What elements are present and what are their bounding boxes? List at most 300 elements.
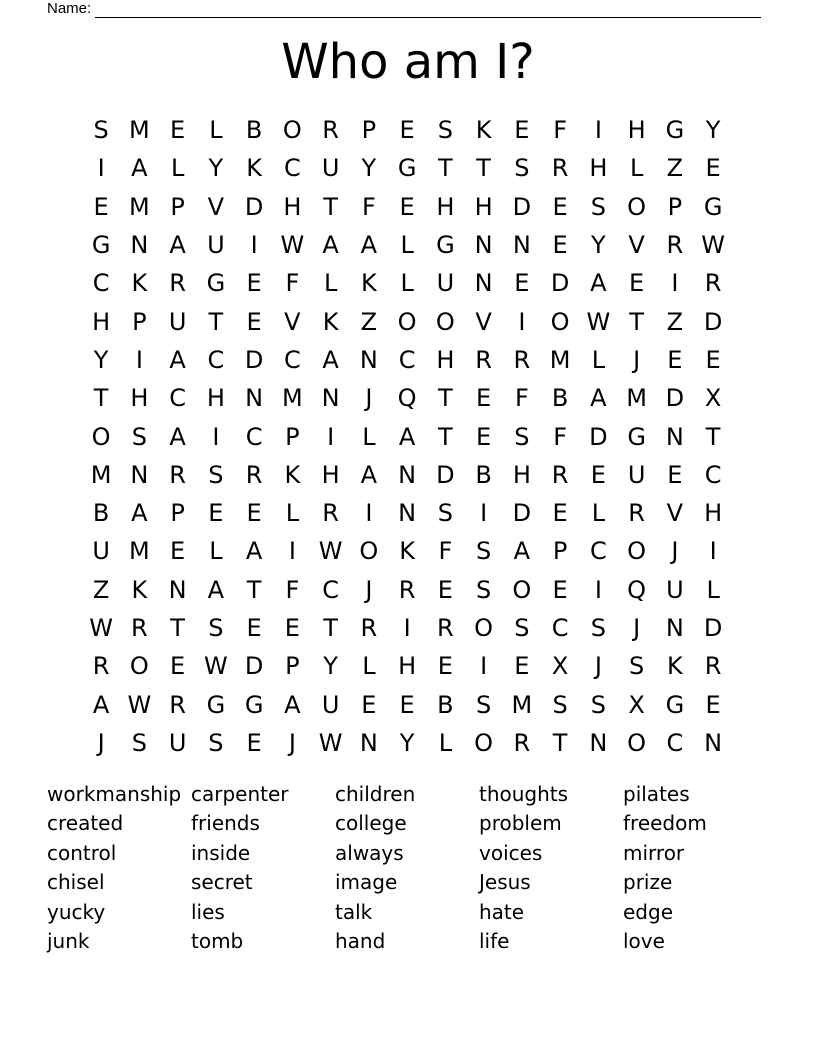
grid-letter: H bbox=[627, 116, 646, 145]
grid-letter: P bbox=[552, 537, 568, 566]
word-bank-item: carpenter bbox=[191, 782, 289, 806]
grid-letter: K bbox=[399, 537, 415, 566]
grid-letter: I bbox=[594, 575, 602, 604]
grid-letter: O bbox=[512, 575, 532, 604]
grid-letter: S bbox=[514, 422, 530, 451]
grid-letter: I bbox=[97, 154, 105, 183]
grid-letter: P bbox=[170, 192, 185, 221]
grid-letter: W bbox=[127, 690, 152, 719]
word-bank-item: hand bbox=[335, 928, 386, 953]
grid-letter: I bbox=[288, 537, 296, 566]
grid-letter: N bbox=[130, 460, 149, 489]
grid-letter: E bbox=[246, 728, 262, 757]
grid-letter: K bbox=[322, 307, 339, 336]
grid-letter: Y bbox=[591, 231, 606, 260]
grid-letter: T bbox=[476, 154, 491, 183]
word-bank-item: control bbox=[47, 840, 117, 865]
grid-letter: Y bbox=[208, 154, 224, 183]
word-bank-item: Jesus bbox=[479, 870, 531, 895]
grid-letter: L bbox=[323, 269, 338, 298]
grid-letter: T bbox=[323, 614, 338, 642]
grid-letter: O bbox=[91, 422, 111, 451]
grid-letter: J bbox=[594, 652, 602, 681]
grid-letter: R bbox=[628, 499, 645, 528]
grid-letter: C bbox=[589, 537, 607, 566]
name-field bbox=[47, 0, 761, 18]
grid-letter: E bbox=[476, 384, 492, 413]
word-bank-item: mirror bbox=[623, 840, 685, 865]
grid-letter: D bbox=[589, 422, 608, 451]
grid-letter: D bbox=[512, 499, 532, 528]
grid-letter: A bbox=[590, 269, 607, 298]
grid-letter: R bbox=[92, 652, 110, 681]
grid-letter: O bbox=[474, 614, 494, 642]
grid-letter: H bbox=[704, 499, 723, 528]
grid-letter: A bbox=[169, 231, 186, 260]
grid-letter: A bbox=[322, 231, 339, 260]
grid-letter: B bbox=[551, 384, 569, 413]
grid-letter: T bbox=[170, 614, 185, 642]
grid-letter: L bbox=[362, 652, 376, 681]
grid-letter: E bbox=[208, 499, 224, 528]
grid-letter: I bbox=[403, 614, 411, 642]
grid-letter: E bbox=[437, 652, 453, 681]
grid-letter: C bbox=[245, 422, 263, 451]
grid-letter: S bbox=[437, 116, 453, 145]
grid-letter: F bbox=[438, 537, 453, 566]
grid-letter: O bbox=[282, 116, 302, 145]
grid-letter: E bbox=[514, 269, 530, 298]
word-bank-item: secret bbox=[191, 870, 253, 895]
grid-letter: R bbox=[513, 345, 531, 374]
grid-letter: E bbox=[552, 231, 568, 260]
grid-letter: U bbox=[321, 690, 340, 719]
grid-letter: P bbox=[170, 499, 185, 528]
grid-letter: E bbox=[246, 614, 262, 642]
grid-letter: E bbox=[705, 154, 721, 183]
grid-letter: N bbox=[589, 728, 608, 757]
grid-letter: O bbox=[550, 307, 570, 336]
grid-letter: M bbox=[129, 116, 150, 145]
grid-letter: O bbox=[435, 307, 455, 336]
grid-letter: E bbox=[590, 460, 606, 489]
grid-letter: O bbox=[397, 307, 417, 336]
grid-letter: L bbox=[629, 154, 644, 183]
grid-letter: D bbox=[244, 652, 264, 681]
word-bank-item: chisel bbox=[47, 870, 105, 895]
grid-letter: U bbox=[207, 231, 225, 260]
grid-letter: N bbox=[665, 614, 684, 642]
grid-letter: T bbox=[705, 422, 721, 451]
word-bank-item: life bbox=[479, 928, 510, 953]
grid-letter: A bbox=[131, 154, 148, 183]
grid-letter: N bbox=[704, 728, 723, 757]
grid-letter: R bbox=[322, 116, 339, 145]
word-bank-item: college bbox=[335, 811, 407, 836]
grid-letter: U bbox=[666, 575, 684, 604]
grid-letter: G bbox=[206, 269, 226, 298]
grid-letter: L bbox=[209, 116, 223, 145]
grid-letter: N bbox=[168, 575, 187, 604]
word-bank bbox=[47, 780, 767, 956]
grid-letter: I bbox=[671, 269, 679, 298]
grid-letter: I bbox=[480, 499, 488, 528]
grid-letter: W bbox=[280, 231, 305, 260]
word-bank-item: love bbox=[623, 928, 665, 953]
grid-letter: S bbox=[476, 690, 492, 719]
grid-letter: K bbox=[284, 460, 301, 489]
name-label: Name: bbox=[47, 0, 92, 17]
grid-letter: U bbox=[168, 307, 187, 336]
grid-letter: M bbox=[511, 690, 533, 719]
word-bank-item: tomb bbox=[191, 928, 244, 953]
grid-letter: I bbox=[327, 422, 335, 451]
grid-letter: F bbox=[285, 575, 300, 604]
grid-letter: N bbox=[474, 269, 493, 298]
grid-letter: H bbox=[321, 460, 340, 489]
grid-letter: G bbox=[397, 154, 417, 183]
grid-letter: H bbox=[398, 652, 417, 681]
grid-letter: Z bbox=[666, 154, 684, 183]
grid-letter: E bbox=[93, 192, 109, 221]
grid-letter: P bbox=[361, 116, 377, 145]
word-bank-item: always bbox=[335, 840, 404, 865]
grid-letter: V bbox=[475, 307, 492, 336]
grid-letter: S bbox=[437, 499, 453, 528]
grid-letter: I bbox=[212, 422, 220, 451]
grid-letter: Y bbox=[399, 728, 415, 757]
grid-letter: O bbox=[474, 728, 494, 757]
grid-letter: H bbox=[283, 192, 302, 221]
grid-letter: F bbox=[285, 269, 300, 298]
grid-letter: S bbox=[590, 192, 606, 221]
grid-letter: E bbox=[705, 345, 721, 374]
grid-letter: A bbox=[284, 690, 301, 719]
grid-letter: L bbox=[209, 537, 223, 566]
grid-letter: M bbox=[90, 460, 112, 489]
grid-letter: K bbox=[475, 116, 492, 145]
grid-letter: A bbox=[360, 231, 378, 260]
puzzle-title: Who am I? bbox=[281, 34, 535, 90]
grid-letter: C bbox=[92, 269, 110, 298]
grid-letter: L bbox=[400, 269, 414, 298]
word-bank-item: hate bbox=[479, 899, 525, 924]
word-bank-item: workmanship bbox=[47, 782, 182, 806]
grid-letter: U bbox=[627, 460, 646, 489]
grid-letter: E bbox=[705, 690, 721, 719]
grid-letter: E bbox=[170, 116, 186, 145]
grid-letter: Z bbox=[360, 307, 378, 336]
grid-letter: E bbox=[629, 269, 645, 298]
grid-letter: H bbox=[130, 384, 149, 413]
grid-letter: N bbox=[512, 231, 531, 260]
grid-letter: N bbox=[359, 728, 378, 757]
grid-letter: E bbox=[514, 116, 530, 145]
grid-letter: T bbox=[629, 307, 644, 336]
word-bank-item: freedom bbox=[623, 811, 707, 836]
grid-letter: I bbox=[250, 231, 258, 260]
grid-letter: S bbox=[208, 460, 224, 489]
grid-letter: F bbox=[553, 116, 568, 145]
grid-letter: H bbox=[436, 192, 455, 221]
grid-letter: O bbox=[129, 652, 149, 681]
grid-letter: U bbox=[92, 537, 110, 566]
grid-letter: Z bbox=[92, 575, 110, 604]
grid-letter: S bbox=[629, 652, 645, 681]
grid-letter: R bbox=[131, 614, 148, 642]
grid-letter: H bbox=[206, 384, 225, 413]
grid-letter: D bbox=[436, 460, 455, 489]
grid-letter: C bbox=[666, 728, 684, 757]
word-bank-item: inside bbox=[191, 840, 251, 865]
grid-letter: E bbox=[437, 575, 453, 604]
word-bank-item: children bbox=[335, 782, 416, 806]
grid-letter: S bbox=[514, 614, 530, 642]
grid-letter: T bbox=[438, 384, 453, 413]
grid-letter: A bbox=[92, 690, 110, 719]
grid-letter: S bbox=[590, 690, 606, 719]
grid-letter: P bbox=[285, 652, 300, 681]
grid-letter: B bbox=[92, 499, 110, 528]
grid-letter: A bbox=[245, 537, 263, 566]
grid-letter: I bbox=[518, 307, 526, 336]
grid-letter: E bbox=[246, 499, 262, 528]
grid-letter: A bbox=[322, 345, 339, 374]
grid-letter: L bbox=[400, 231, 414, 260]
grid-letter: L bbox=[438, 728, 453, 757]
grid-letter: C bbox=[322, 575, 339, 604]
grid-letter: L bbox=[591, 499, 606, 528]
grid-letter: C bbox=[283, 154, 301, 183]
grid-letter: J bbox=[288, 728, 296, 757]
grid-letter: R bbox=[551, 460, 569, 489]
grid-letter: S bbox=[131, 728, 147, 757]
word-bank-item: yucky bbox=[47, 899, 106, 924]
grid-letter: T bbox=[93, 384, 109, 413]
grid-letter: T bbox=[246, 575, 262, 604]
grid-letter: R bbox=[169, 460, 186, 489]
grid-letter: R bbox=[513, 728, 531, 757]
grid-letter: M bbox=[626, 384, 647, 413]
word-bank-item: talk bbox=[335, 899, 373, 924]
grid-letter: I bbox=[594, 116, 602, 145]
grid-letter: C bbox=[704, 460, 722, 489]
grid-letter: V bbox=[284, 307, 301, 336]
grid-letter: G bbox=[91, 231, 111, 260]
grid-letter: T bbox=[552, 728, 568, 757]
word-bank-item: friends bbox=[191, 811, 260, 836]
grid-letter: T bbox=[323, 192, 338, 221]
grid-letter: Q bbox=[397, 384, 417, 413]
word-bank-item: prize bbox=[623, 870, 673, 895]
word-bank-item: edge bbox=[623, 899, 673, 924]
grid-letter: J bbox=[671, 537, 679, 566]
grid-letter: S bbox=[514, 154, 530, 183]
grid-letter: U bbox=[321, 154, 340, 183]
word-bank-item: pilates bbox=[623, 782, 690, 806]
grid-letter: Z bbox=[666, 307, 684, 336]
grid-letter: W bbox=[701, 231, 725, 260]
grid-letter: Q bbox=[627, 575, 647, 604]
grid-letter: L bbox=[362, 422, 376, 451]
grid-letter: W bbox=[89, 614, 113, 642]
grid-letter: D bbox=[703, 307, 723, 336]
grid-letter: V bbox=[628, 231, 645, 260]
grid-letter: F bbox=[514, 384, 529, 413]
grid-letter: P bbox=[285, 422, 300, 451]
grid-letter: R bbox=[704, 652, 722, 681]
grid-letter: T bbox=[438, 154, 453, 183]
grid-letter: S bbox=[208, 728, 224, 757]
letter-grid bbox=[82, 111, 732, 762]
grid-letter: C bbox=[551, 614, 569, 642]
grid-letter: D bbox=[512, 192, 532, 221]
grid-letter: O bbox=[627, 728, 647, 757]
grid-letter: Y bbox=[93, 345, 109, 374]
grid-letter: I bbox=[480, 652, 488, 681]
grid-letter: E bbox=[552, 499, 568, 528]
word-bank-item: junk bbox=[47, 928, 90, 953]
grid-letter: E bbox=[476, 422, 492, 451]
grid-letter: X bbox=[551, 652, 569, 681]
grid-letter: C bbox=[283, 345, 301, 374]
grid-letter: G bbox=[627, 422, 646, 451]
grid-letter: G bbox=[436, 231, 455, 260]
word-bank-item: problem bbox=[479, 811, 562, 836]
grid-letter: S bbox=[476, 575, 492, 604]
grid-letter: R bbox=[551, 154, 569, 183]
grid-letter: G bbox=[703, 192, 723, 221]
grid-letter: F bbox=[553, 422, 568, 451]
grid-letter: M bbox=[282, 384, 303, 413]
grid-letter: M bbox=[549, 345, 571, 374]
grid-letter: M bbox=[129, 537, 150, 566]
grid-letter: K bbox=[361, 269, 377, 298]
grid-letter: N bbox=[359, 345, 378, 374]
grid-letter: Y bbox=[323, 652, 338, 681]
grid-letter: J bbox=[365, 575, 373, 604]
grid-letter: S bbox=[476, 537, 492, 566]
word-bank-item: image bbox=[335, 870, 398, 895]
grid-letter: T bbox=[208, 307, 224, 336]
grid-letter: A bbox=[169, 345, 186, 374]
grid-letter: R bbox=[169, 690, 186, 719]
grid-letter: B bbox=[475, 460, 492, 489]
grid-letter: J bbox=[633, 345, 641, 374]
grid-letter: L bbox=[591, 345, 606, 374]
grid-letter: R bbox=[169, 269, 186, 298]
grid-letter: E bbox=[170, 537, 186, 566]
grid-letter: G bbox=[206, 690, 226, 719]
grid-letter: N bbox=[321, 384, 340, 413]
grid-letter: L bbox=[285, 499, 300, 528]
grid-letter: R bbox=[245, 460, 263, 489]
grid-letter: E bbox=[552, 575, 568, 604]
grid-letter: D bbox=[244, 192, 264, 221]
grid-letter: D bbox=[703, 614, 723, 642]
grid-letter: A bbox=[590, 384, 607, 413]
grid-letter: N bbox=[245, 384, 264, 413]
grid-letter: P bbox=[132, 307, 147, 336]
grid-letter: E bbox=[170, 652, 186, 681]
grid-letter: X bbox=[704, 384, 722, 413]
word-bank-item: voices bbox=[479, 840, 543, 865]
grid-letter: N bbox=[130, 231, 149, 260]
grid-letter: K bbox=[131, 575, 148, 604]
grid-letter: H bbox=[92, 307, 111, 336]
grid-letter: N bbox=[398, 460, 417, 489]
grid-letter: C bbox=[398, 345, 416, 374]
grid-letter: B bbox=[245, 116, 263, 145]
grid-letter: I bbox=[709, 537, 717, 566]
grid-letter: E bbox=[284, 614, 300, 642]
grid-letter: W bbox=[204, 652, 228, 681]
grid-letter: S bbox=[131, 422, 147, 451]
grid-letter: R bbox=[360, 614, 378, 642]
grid-letter: V bbox=[666, 499, 684, 528]
grid-letter: G bbox=[665, 116, 685, 145]
grid-letter: J bbox=[97, 728, 105, 757]
grid-letter: R bbox=[475, 345, 492, 374]
grid-letter: W bbox=[318, 537, 343, 566]
grid-letter: R bbox=[322, 499, 339, 528]
grid-letter: C bbox=[207, 345, 225, 374]
grid-letter: X bbox=[628, 690, 645, 719]
grid-letter: E bbox=[246, 269, 262, 298]
grid-letter: E bbox=[514, 652, 530, 681]
grid-letter: E bbox=[667, 345, 683, 374]
grid-letter: H bbox=[589, 154, 608, 183]
grid-letter: H bbox=[512, 460, 531, 489]
grid-letter: R bbox=[704, 269, 722, 298]
grid-letter: J bbox=[365, 384, 373, 413]
grid-letter: R bbox=[398, 575, 416, 604]
grid-letter: O bbox=[627, 192, 647, 221]
grid-letter: E bbox=[667, 460, 683, 489]
grid-letter: E bbox=[361, 690, 377, 719]
grid-letter: E bbox=[246, 307, 262, 336]
grid-letter: K bbox=[131, 269, 148, 298]
grid-letter: G bbox=[244, 690, 264, 719]
grid-letter: V bbox=[207, 192, 225, 221]
word-bank-item: thoughts bbox=[479, 782, 569, 806]
grid-letter: U bbox=[436, 269, 455, 298]
grid-letter: O bbox=[359, 537, 379, 566]
grid-letter: P bbox=[667, 192, 683, 221]
grid-letter: N bbox=[474, 231, 493, 260]
grid-letter: I bbox=[135, 345, 143, 374]
grid-letter: H bbox=[436, 345, 455, 374]
grid-letter: Y bbox=[705, 116, 721, 145]
grid-letter: L bbox=[170, 154, 185, 183]
grid-letter: R bbox=[437, 614, 454, 642]
grid-letter: U bbox=[168, 728, 187, 757]
grid-letter: J bbox=[633, 614, 641, 642]
grid-letter: A bbox=[169, 422, 186, 451]
grid-letter: Y bbox=[361, 154, 377, 183]
grid-letter: A bbox=[360, 460, 378, 489]
grid-letter: S bbox=[552, 690, 568, 719]
grid-letter: W bbox=[586, 307, 611, 336]
grid-letter: B bbox=[437, 690, 454, 719]
grid-letter: F bbox=[361, 192, 376, 221]
grid-letter: S bbox=[208, 614, 224, 642]
grid-letter: G bbox=[665, 690, 685, 719]
grid-letter: A bbox=[398, 422, 416, 451]
grid-letter: D bbox=[550, 269, 570, 298]
grid-letter: W bbox=[318, 728, 343, 757]
grid-letter: L bbox=[706, 575, 720, 604]
